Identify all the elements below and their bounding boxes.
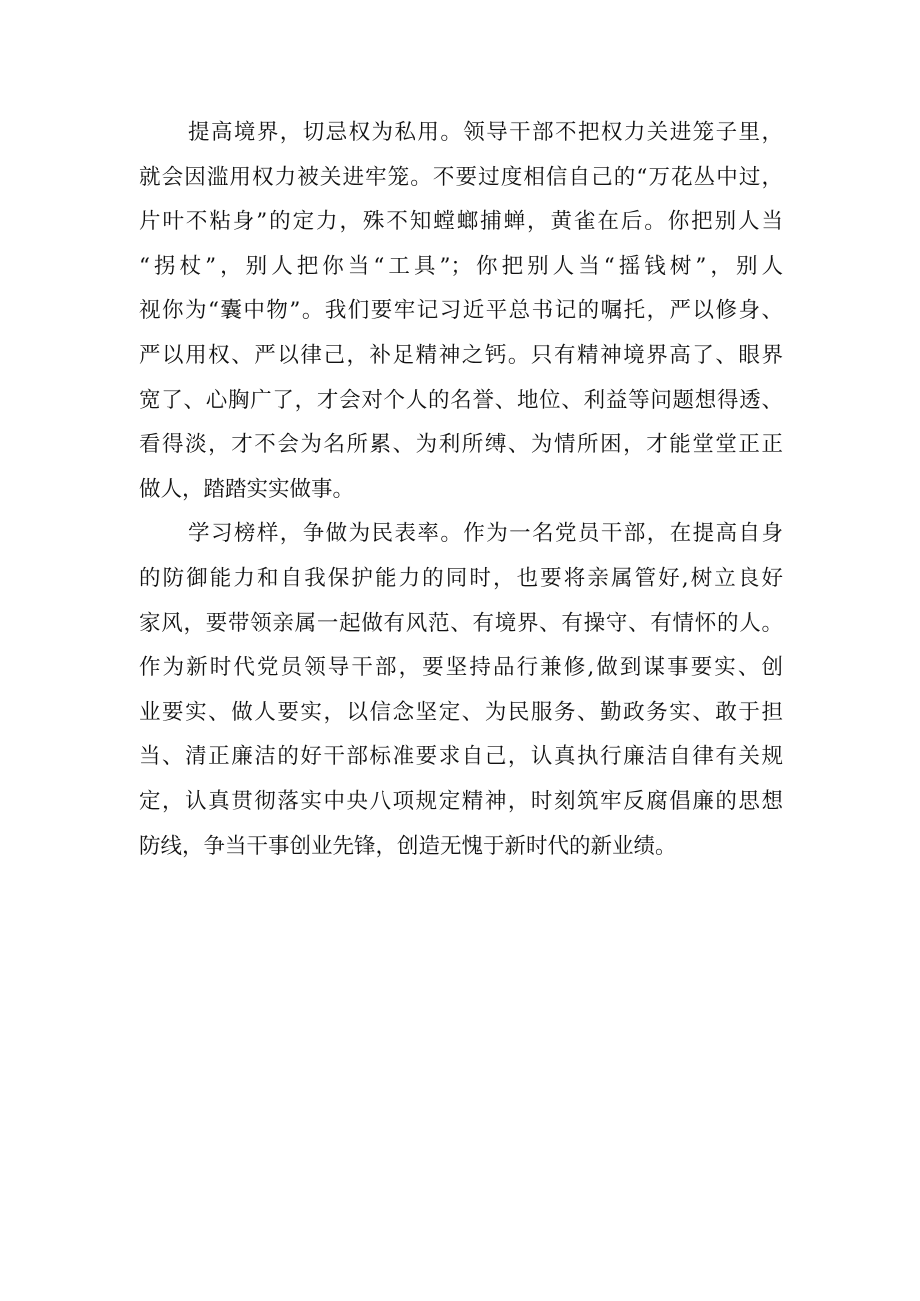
paragraph-line: 严以用权、严以律己，补足精神之钙。只有精神境界高了、眼界	[139, 342, 783, 368]
paragraph-line: 做人，踏踏实实做事。	[139, 476, 355, 502]
paragraph-line: 当、清正廉洁的好干部标准要求自己，认真执行廉洁自律有关规	[139, 744, 783, 770]
paragraph-line: 定，认真贯彻落实中央八项规定精神，时刻筑牢反腐倡廉的思想	[139, 788, 783, 814]
paragraph-line: 就会因滥用权力被关进牢笼。不要过度相信自己的“万花丛中过，	[139, 164, 783, 190]
paragraph-line: 作为新时代党员领导干部，要坚持品行兼修,做到谋事要实、创	[139, 655, 783, 681]
paragraph-line: 片叶不粘身”的定力，殊不知螳螂捕蝉，黄雀在后。你把别人当	[139, 209, 783, 235]
paragraph-line: 学习榜样，争做为民表率。作为一名党员干部，在提高自身	[188, 521, 783, 547]
paragraph-line: 视你为“囊中物”。我们要牢记习近平总书记的嘱托，严以修身、	[139, 298, 783, 324]
paragraph-line: 提高境界，切忌权为私用。领导干部不把权力关进笼子里，	[188, 120, 783, 145]
paragraph-line: 宽了、心胸广了，才会对个人的名誉、地位、利益等问题想得透、	[139, 387, 783, 413]
paragraph-2	[139, 512, 783, 869]
paragraph-line: “拐杖”，别人把你当“工具”；你把别人当“摇钱树”，别人	[139, 253, 783, 279]
paragraph-line: 业要实、做人要实，以信念坚定、为民服务、勤政务实、敢于担	[139, 699, 783, 725]
paragraph-line: 看得淡，才不会为名所累、为利所缚、为情所困，才能堂堂正正	[139, 432, 783, 458]
paragraph-line: 防线，争当干事创业先锋，创造无愧于新时代的新业绩。	[139, 833, 677, 859]
paragraph-line: 的防御能力和自我保护能力的同时，也要将亲属管好,树立良好	[139, 565, 783, 591]
paragraph-line: 家风，要带领亲属一起做有风范、有境界、有操守、有情怀的人。	[139, 610, 783, 636]
document-body	[139, 111, 783, 869]
paragraph-1	[139, 111, 783, 512]
